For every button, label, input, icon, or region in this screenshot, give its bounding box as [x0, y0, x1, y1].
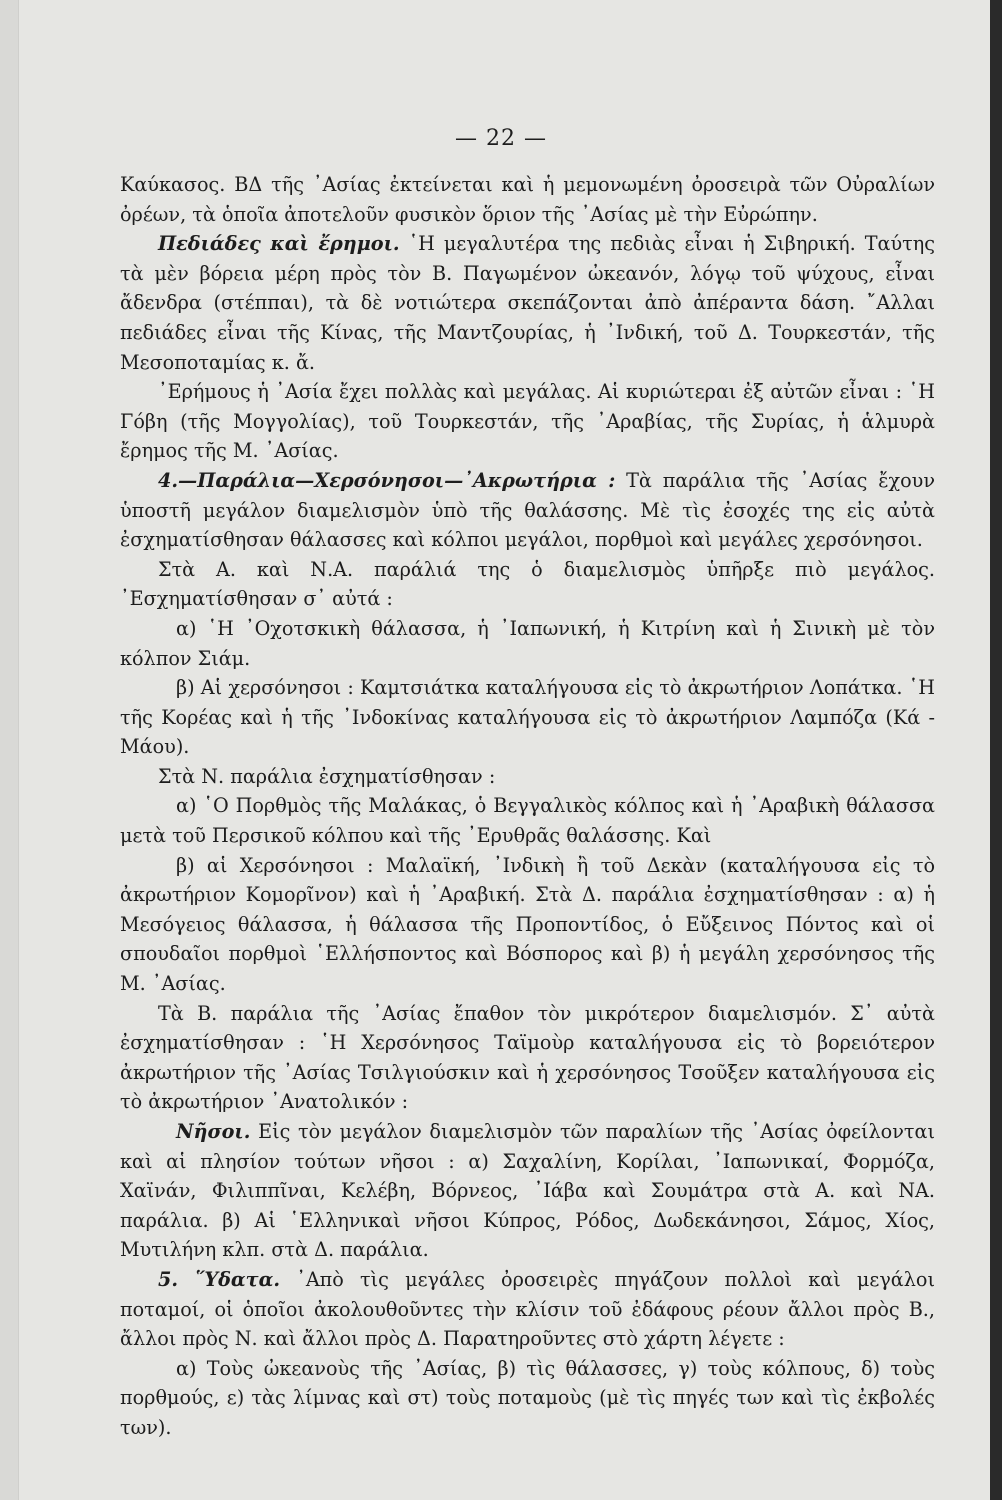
body-text: [120, 170, 935, 1443]
page-edge-shadow: [990, 0, 1002, 1500]
paragraph-text: Καύκασος. ΒΔ τῆς ᾿Ασίας ἐκτείνεται καὶ ἡ μεμονωμένη ὀροσειρὰ τῶν Οὐραλίων ὀρέων, τὰ ὁποῖα ἀποτελοῦν φυσικὸν ὅριον τῆς ᾿Ασίας μὲ τὴν Εὐρώπην.: [120, 173, 935, 226]
paragraph: [120, 170, 935, 229]
list-item: [120, 791, 935, 850]
paragraph-text: α) ῾Ο Πορθμὸς τῆς Μαλάκας, ὁ Βεγγαλικὸς κόλπος καὶ ἡ ᾿Αραβικὴ θάλασσα μετὰ τοῦ Περσικοῦ κόλπου καὶ τῆς ᾿Ερυθρᾶς θαλάσσης. Καὶ: [120, 794, 935, 848]
paragraph-text: Στὰ Α. καὶ Ν.Α. παράλιά της ὁ διαμελισμὸς ὑπῆρξε πιὸ μεγάλος. ᾿Εσχηματίσθησαν σ᾿ αὐτά :: [120, 557, 935, 611]
list-item: [120, 851, 935, 999]
paragraph-text: Εἰς τὸν μεγάλον διαμελισμὸν τῶν παραλίων τῆς ᾿Ασίας ὀφείλονται καὶ αἱ πλησίον τούτων νῆσοι : α) Σαχαλίνη, Κορίλαι, ᾿Ιαπωνικαί, Φορμόζα, Χαϊνάν, Φιλιππῖναι, Κελέβη, Βόρνεος, ᾿Ιάβα καὶ Σουμάτρα στὰ Α. καὶ ΝΑ. παράλια. β) Αἱ ῾Ελληνικαὶ νῆσοι Κύπρος, Ρόδος, Δωδεκάνησοι, Σάμος, Χίος, Μυτιλήνη κλπ. στὰ Δ. παράλια.: [120, 1120, 935, 1262]
paragraph: [120, 377, 935, 466]
paragraph-text: ῾Η μεγαλυτέρα της πεδιὰς εἶναι ἡ Σιβηρική. Ταύτης τὰ μὲν βόρεια μέρη πρὸς τὸν Β. Παγωμένον ὠκεανόν, λόγῳ τοῦ ψύχους, εἶναι ἄδενδρα (στέππαι), τὰ δὲ νοτιώτερα σκεπάζονται ἀπὸ ἀπέραντα δάση. ῎Αλλαι πεδιάδες εἶναι τῆς Κίνας, τῆς Μαντζουρίας, ἡ ᾿Ινδική, τοῦ Δ. Τουρκεστάν, τῆς Μεσοποταμίας κ. ἄ.: [120, 232, 935, 374]
paragraph: [120, 1265, 935, 1354]
paragraph-text: β) αἱ Χερσόνησοι : Μαλαϊκή, ᾿Ινδικὴ ἢ τοῦ Δεκὰν (καταλήγουσα εἰς τὸ ἀκρωτήριον Κομορῖνον) καὶ ἡ ᾿Αραβική. Στὰ Δ. παράλια ἐσχηματίσθησαν : α) ἡ Μεσόγειος θάλασσα, ἡ θάλασσα τῆς Προποντίδος, ὁ Εὔξεινος Πόντος καὶ οἱ σπουδαῖοι πορθμοὶ ῾Ελλήσποντος καὶ Βόσπορος καὶ β) ἡ μεγάλη χερσόνησος τῆς Μ. ᾿Ασίας.: [120, 853, 935, 996]
section-heading: 5. ῞Υδατα.: [158, 1267, 281, 1291]
paragraph-text: Τὰ παράλια τῆς ᾿Ασίας ἔχουν ὑποστῆ μεγάλον διαμελισμὸν ὑπὸ τῆς θαλάσσης. Μὲ τὶς ἐσοχές της εἰς αὐτὰ ἐσχηματίσθησαν θάλασσες καὶ κόλποι μεγάλοι, πορθμοὶ καὶ μεγάλες χερσόνησοι.: [120, 468, 935, 552]
paragraph-text: β) Αἱ χερσόνησοι : Καμτσιάτκα καταλήγουσα εἰς τὸ ἀκρωτήριον Λοπάτκα. ῾Η τῆς Κορέας καὶ ἡ τῆς ᾿Ινδοκίνας καταλήγουσα εἰς τὸ ἀκρωτήριον Λαμπόζα (Κά - Μάου).: [120, 676, 935, 759]
paragraph: [120, 466, 935, 555]
paragraph: [120, 229, 935, 377]
list-item: [120, 1354, 935, 1443]
list-item: [120, 673, 935, 762]
paragraph: [120, 555, 935, 614]
paragraph-text: Στὰ Ν. παράλια ἐσχηματίσθησαν :: [158, 764, 496, 788]
paragraph-text: α) Τοὺς ὠκεανοὺς τῆς ᾿Ασίας, β) τὶς θάλασσες, γ) τοὺς κόλπους, δ) τοὺς πορθμούς, ε) τὰς λίμνας καὶ στ) τοὺς ποταμοὺς (μὲ τὶς πηγές των καὶ τὶς ἐκβολές των).: [120, 1356, 935, 1439]
paragraph: [120, 1117, 935, 1265]
paragraph-text: ᾿Απὸ τὶς μεγάλες ὀροσειρὲς πηγάζουν πολλοὶ καὶ μεγάλοι ποταμοί, οἱ ὁποῖοι ἀκολουθοῦντες τὴν κλίσιν τοῦ ἐδάφους ρέουν ἄλλοι πρὸς Β., ἄλλοι πρὸς Ν. καὶ ἄλλοι πρὸς Δ. Παρατηροῦντες στὸ χάρτη λέγετε :: [120, 1267, 936, 1351]
paragraph-text: ᾿Ερήμους ἡ ᾿Ασία ἔχει πολλὰς καὶ μεγάλας. Αἱ κυριώτεραι ἐξ αὐτῶν εἶναι : ῾Η Γόβη (τῆς Μογγολίας), τοῦ Τουρκεστάν, τῆς ᾿Αραβίας, τῆς Συρίας, ἡ ἁλμυρὰ ἔρημος τῆς Μ. ᾿Ασίας.: [120, 380, 935, 463]
paragraph: [120, 762, 935, 792]
section-heading: Νῆσοι.: [176, 1120, 251, 1143]
paragraph-text: α) ῾Η ᾿Οχοτσκικὴ θάλασσα, ἡ ᾿Ιαπωνική, ἡ Κιτρίνη καὶ ἡ Σινικὴ μὲ τὸν κόλπον Σιάμ.: [120, 616, 935, 670]
paragraph: [120, 999, 935, 1117]
section-heading: Πεδιάδες καὶ ἔρημοι.: [158, 232, 400, 256]
list-item: [120, 614, 935, 673]
paragraph-text: Τὰ Β. παράλια τῆς ᾿Ασίας ἔπαθον τὸν μικρότερον διαμελισμόν. Σ᾿ αὐτὰ ἐσχηματίσθησαν : ῾Η Χερσόνησος Ταϊμοὺρ καταλήγουσα εἰς τὸ βορειότερον ἀκρωτήριον τῆς ᾿Ασίας Τσιλγιούσκιν καὶ ἡ χερσόνησος Τσοῦξεν καταλήγουσα εἰς τὸ ἀκρωτήριον ᾿Ανατολικόν :: [120, 1001, 935, 1114]
page-number: — 22 —: [455, 126, 547, 151]
section-heading: 4.—Παράλια—Χερσόνησοι—᾿Ακρωτήρια :: [158, 468, 616, 492]
